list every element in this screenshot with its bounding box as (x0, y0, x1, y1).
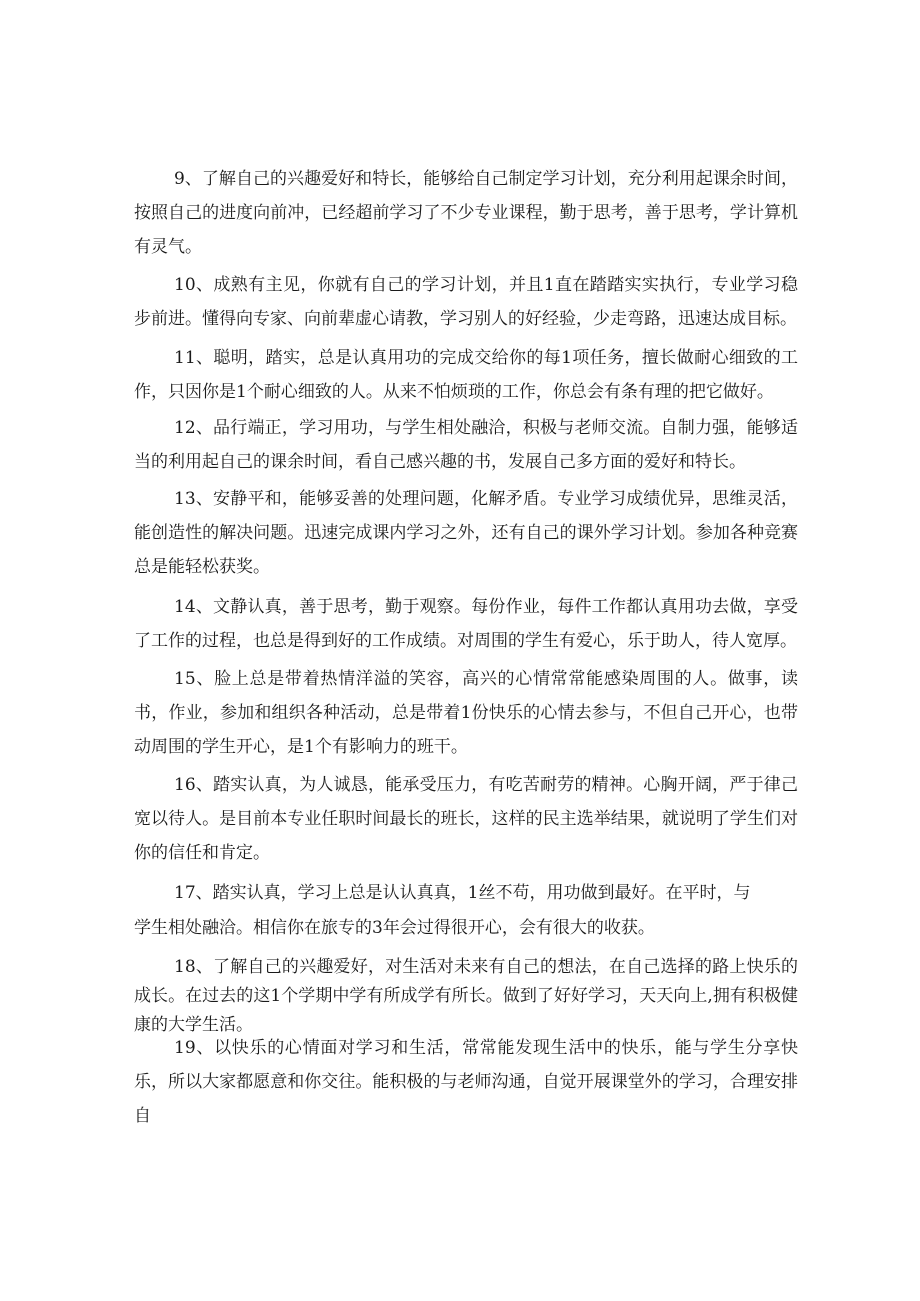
paragraph-15: 15、脸上总是带着热情洋溢的笑容，高兴的心情常常能感染周围的人。做事，读书，作业，参加和组织各种活动，总是带着1份快乐的心情去参与，不但自己开心，也带动周围的学生开心，是1个有影响力的班干。 (134, 669, 798, 757)
paragraph-18: 18、了解自己的兴趣爱好，对生活对未来有自己的想法，在自己选择的路上快乐的成长。在过去的这1个学期中学有所成学有所长。做到了好好学习，天天向上,拥有积极健康的大学生活。 (134, 957, 798, 1035)
paragraph-12: 12、品行端正，学习用功，与学生相处融洽，积极与老师交流。自制力强，能够适当的利用起自己的课余时间，看自己感兴趣的书，发展自己多方面的爱好和特长。 (134, 418, 798, 472)
paragraph-16: 16、踏实认真，为人诚恳，能承受压力，有吃苦耐劳的精神。心胸开阔，严于律己宽以待人。是目前本专业任职时间最长的班长，这样的民主选举结果，就说明了学生们对你的信任和肯定。 (134, 775, 798, 863)
paragraph-13: 13、安静平和，能够妥善的处理问题，化解矛盾。专业学习成绩优异，思维灵活，能创造性的解决问题。迅速完成课内学习之外，还有自己的课外学习计划。参加各种竞赛总是能轻松获奖。 (134, 489, 798, 577)
paragraph-19: 19、以快乐的心情面对学习和生活，常常能发现生活中的快乐，能与学生分享快乐，所以大家都愿意和你交往。能积极的与老师沟通，自觉开展课堂外的学习，合理安排自 (134, 1038, 798, 1126)
paragraph-11: 11、聪明，踏实，总是认真用功的完成交给你的每1项任务，擅长做耐心细致的工作，只因你是1个耐心细致的人。从来不怕烦琐的工作，你总会有条有理的把它做好。 (134, 348, 798, 402)
paragraph-17-line-2: 学生相处融洽。相信你在旅专的3年会过得很开心，会有很大的收获。 (134, 918, 655, 938)
paragraph-17-line-1: 17、踏实认真，学习上总是认认真真，1丝不苟，用功做到最好。在平时，与 (174, 883, 751, 903)
paragraph-14: 14、文静认真，善于思考，勤于观察。每份作业，每件工作都认真用功去做，享受了工作的过程，也总是得到好的工作成绩。对周围的学生有爱心，乐于助人，待人宽厚。 (134, 597, 798, 651)
paragraph-10: 10、成熟有主见，你就有自己的学习计划，并且1直在踏踏实实执行，专业学习稳步前进。懂得向专家、向前辈虚心请教，学习别人的好经验，少走弯路，迅速达成目标。 (134, 275, 798, 329)
paragraph-9: 9、了解自己的兴趣爱好和特长，能够给自己制定学习计划，充分利用起课余时间，按照自己的进度向前冲，已经超前学习了不少专业课程，勤于思考，善于思考，学计算机有灵气。 (134, 169, 798, 257)
